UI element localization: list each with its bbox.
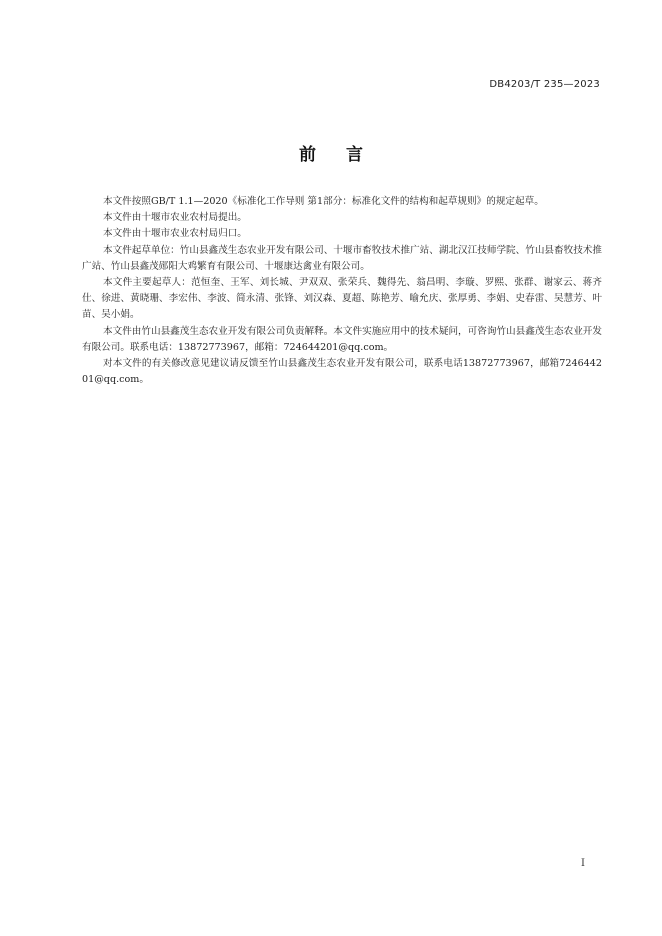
document-code: DB4203/T 235—2023 <box>489 79 600 90</box>
foreword-body <box>82 194 602 388</box>
paragraph-drafting-units: 本文件起草单位：竹山县鑫茂生态农业开发有限公司、十堰市畜牧技术推广站、湖北汉江技师学院、竹山县畜牧技术推广站、竹山县鑫茂郧阳大鸡繁育有限公司、十堰康达禽业有限公司。 <box>82 244 602 272</box>
paragraph-interpretation: 本文件由竹山县鑫茂生态农业开发有限公司负责解释。本文件实施应用中的技术疑问，可咨询竹山县鑫茂生态农业开发有限公司。联系电话：13872773967，邮箱：724644201@qq.com。 <box>82 325 602 353</box>
paragraph-drafters: 本文件主要起草人：范恒奎、王军、刘长城、尹双双、张荣兵、魏得先、翁昌明、李璇、罗熙、张群、谢家云、蒋齐仕、徐进、黄晓珊、李宏伟、李波、简永清、张锋、刘汉森、夏超、陈艳芳、喻允庆、张厚勇、李娟、史春雷、吴慧芳、叶苗、吴小娟。 <box>82 277 602 321</box>
page-number: I <box>581 858 585 869</box>
paragraph-proposer: 本文件由十堰市农业农村局提出。 <box>103 212 247 224</box>
paragraph-feedback: 对本文件的有关修改意见建议请反馈至竹山县鑫茂生态农业开发有限公司，联系电话13872773967，邮箱724644201@qq.com。 <box>82 358 602 386</box>
paragraph-drafting-rules: 本文件按照GB/T 1.1—2020《标准化工作导则 第1部分：标准化文件的结构和起草规则》的规定起草。 <box>103 196 544 207</box>
paragraph-centralized-management: 本文件由十堰市农业农村局归口。 <box>103 228 247 240</box>
page-title: 前言 <box>299 145 393 165</box>
